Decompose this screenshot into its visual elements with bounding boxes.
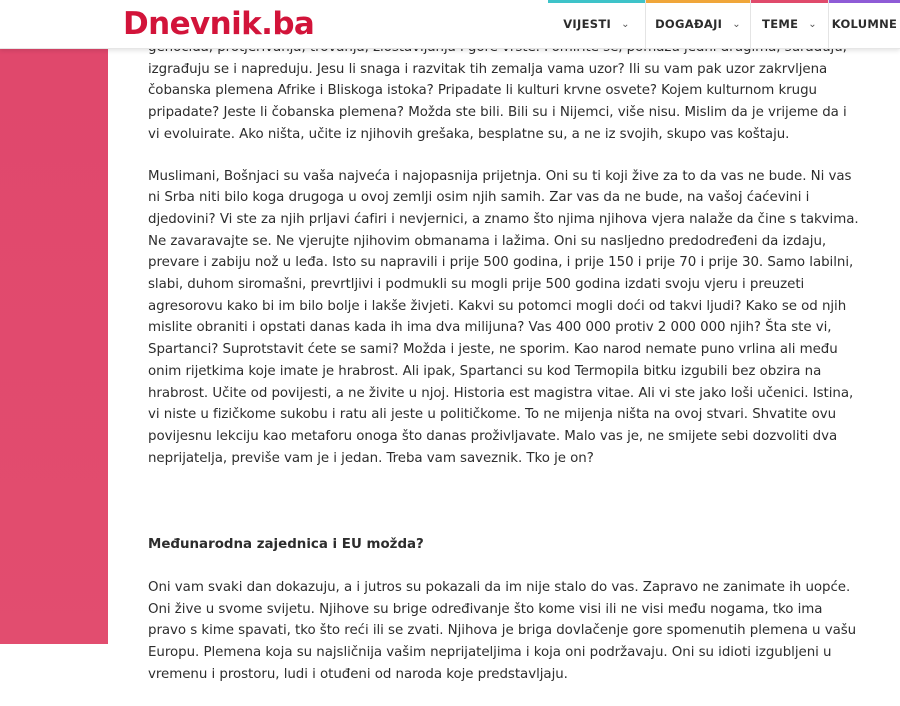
chevron-down-icon: ⌄	[732, 18, 741, 30]
nav-item-teme[interactable]	[751, 0, 829, 48]
article-paragraph-3: Oni vam svaki dan dokazuju, a i jutros su pokazali da im nije stalo do vas. Zapravo ne zanimate ih uopće. Oni žive u svome svijetu. Njihove su brige određivanje što kome visi ili ne visi među nogama, tko ima pravo s kime spavati, tko što reći ili se zvati. Njihova je briga dovlačenje gore spomenutih plemena u vašu Europu. Plemena koja su najsličnija vašim neprijateljima i koja oni podržavaju. Oni su idioti izgubljeni u vremenu i prostoru, ludi i otuđeni od naroda koje predstavljaju.	[148, 580, 857, 682]
chevron-down-icon: ⌄	[621, 18, 630, 30]
nav-label: TEME	[762, 17, 799, 31]
nav-accent-bar	[548, 0, 645, 3]
chevron-down-icon: ⌄	[808, 18, 817, 30]
site-logo[interactable]: Dnevnik.ba	[123, 6, 315, 42]
nav-label: KOLUMNE	[831, 17, 898, 31]
nav-label: DOGAĐAJI	[655, 17, 723, 31]
main-nav	[548, 0, 900, 48]
article-paragraph-1: izgrađuju se i napreduju. Jesu li snaga i razvitak tih zemalja vama uzor? Ili su vam pak uzor zakrvljena čobanska plemena Afrike i Bliskoga istoka? Pripadate li kulturi krvne osvete? Kojem kulturnom krugu pripadate? Jeste li čobanska plemena? Možda ste bili. Bili su i Nijemci, više nisu. Mislim da je vrijeme da i vi evoluirate. Ako ništa, učite iz njihovih grešaka, besplatne su, a ne iz svojih, skupo vas koštaju.	[148, 61, 847, 142]
nav-accent-bar	[829, 0, 900, 3]
nav-item-dogadaji[interactable]	[646, 0, 751, 48]
nav-accent-bar	[646, 0, 750, 3]
paragraph-spacer	[148, 489, 860, 534]
nav-label: VIJESTI	[563, 17, 612, 31]
article-text	[148, 37, 860, 706]
nav-item-vijesti[interactable]	[548, 0, 646, 48]
nav-accent-bar	[751, 0, 828, 3]
site-header	[0, 0, 900, 49]
article-subheading: Međunarodna zajednica i EU možda?	[148, 537, 424, 553]
article-body	[108, 48, 900, 682]
article-paragraph-2: Muslimani, Bošnjaci su vaša najveća i najopasnija prijetnja. Oni su ti koji žive za to da vas ne bude. Ni vas ni Srba niti bilo koga drugoga u ovoj zemlji osim njih samih. Zar vas da ne bude, na vašoj ćaćevini i djedovini? Vi ste za njih prljavi ćafiri i nevjernici, a znamo što njima njihova vjera nalaže da čine s takvima. Ne zavaravajte se. Ne vjerujte njihovim obmanama i lažima. Oni su nasljedno predodređeni da izdaju, prevare i zabiju nož u leđa. Isto su napravili i prije 500 godina, i prije 150 i prije 70 i prije 30. Samo labilni, slabi, duhom siromašni, prevrtljivi i podmukli su mogli prije 500 godina izdati svoju vjeru i preuzeti agresorovu kako bi im bilo bolje i lakše živjeti. Kakvi su potomci mogli doći od takvi ljudi? Kako se od njih mislite obraniti i opstati danas kada ih ima dva milijuna? Vas 400 000 protiv 2 000 000 njih? Šta ste vi, Spartanci? Suprotstavit ćete se sami? Možda i jeste, ne sporim. Kao narod nemate puno vrlina ali među onim rijetkima koje imate je hrabrost. Ali ipak, Spartanci su kod Termopila bitku izgubili bez obzira na hrabrost. Učite od povijesti, a ne živite u njoj. Historia est magistra vitae. Ali vi ste jako loši učenici. Istina, vi niste u fizičkome sukobu i ratu ali jeste u političkome. To ne mijenja ništa na ovoj stvari. Shvatite ovu povijesnu lekciju kao metaforu onoga što danas proživljavate. Malo vas je, ne smijete sebi dozvoliti dva neprijatelja, previše vam je i jedan. Treba vam saveznik. Tko je on?	[148, 168, 859, 466]
side-banner	[0, 0, 108, 644]
nav-item-kolumne[interactable]	[829, 0, 900, 48]
